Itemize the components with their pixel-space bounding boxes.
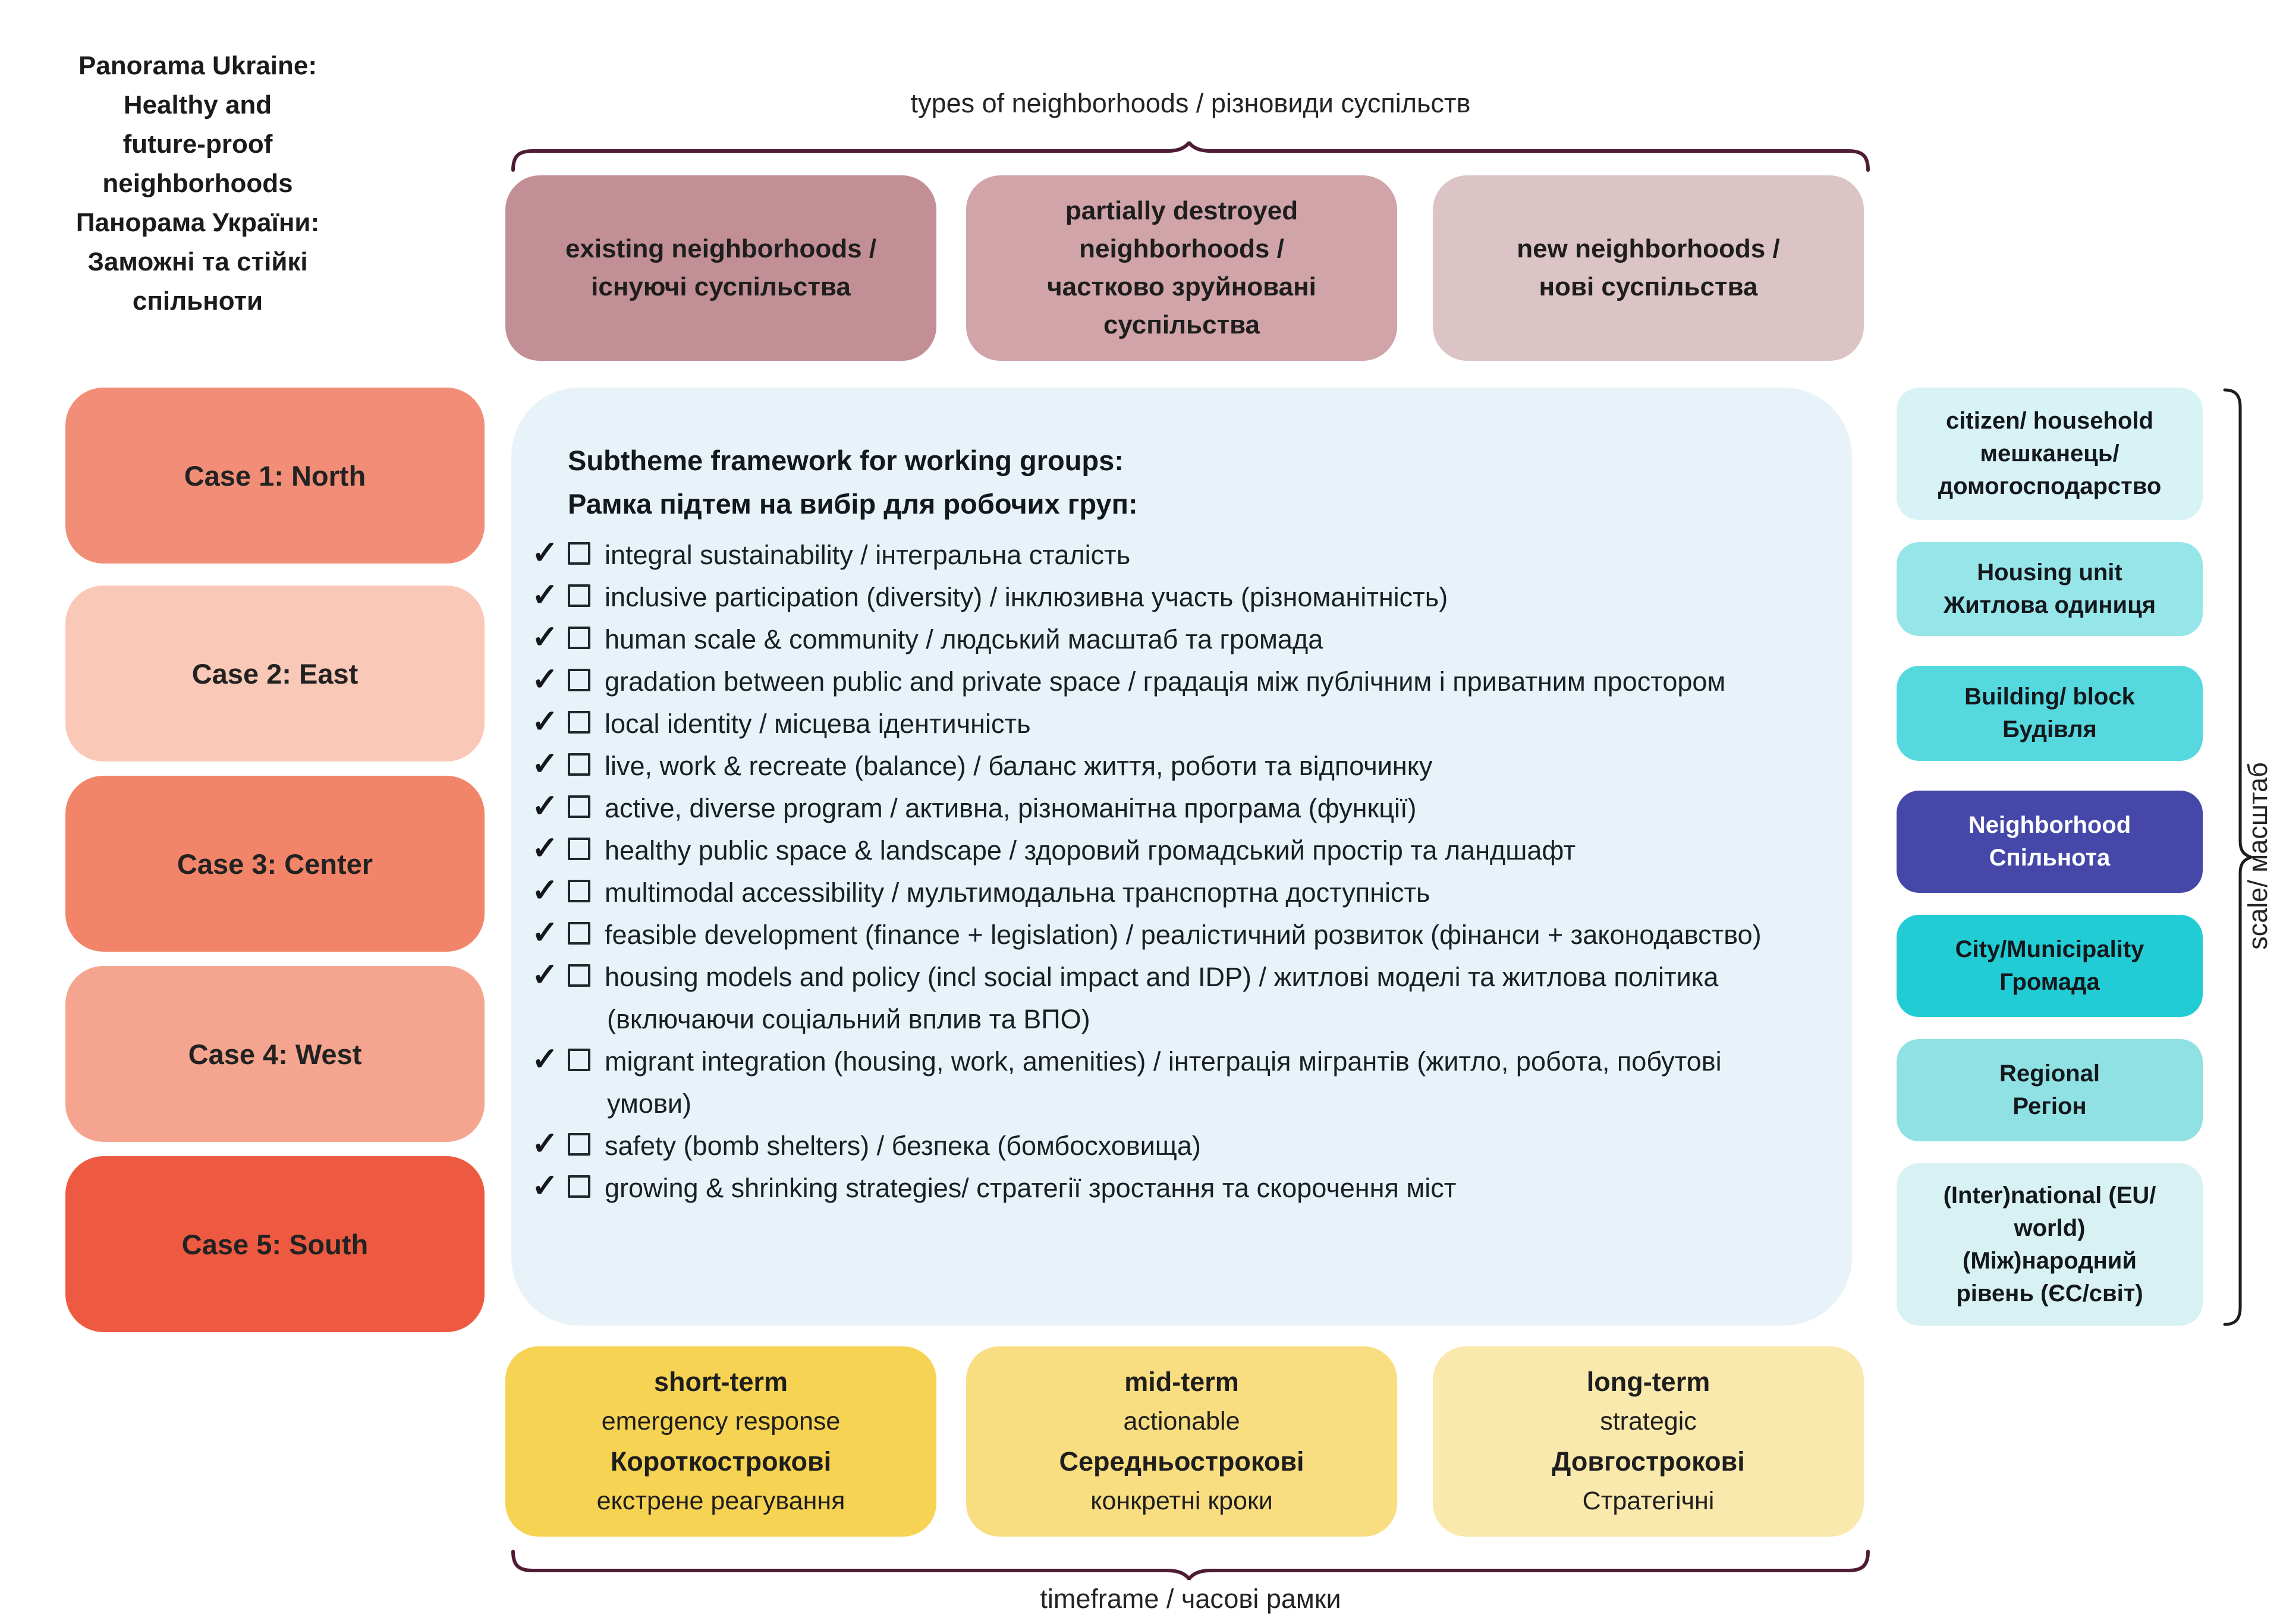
timeframe-brace <box>511 1549 1870 1580</box>
case-label: Case 2: East <box>191 657 359 690</box>
scale-box-city-municipality <box>1897 915 2203 1017</box>
scale-box-line: (Inter)national (EU/ <box>1943 1182 2156 1208</box>
type-box-new <box>1433 175 1864 361</box>
subtheme-item-label: safety (bomb shelters) / безпека (бомбосховища) <box>605 1131 1201 1161</box>
checked-checkbox-icon: ✓ <box>568 669 590 691</box>
type-box-line: partially destroyed <box>1065 196 1298 225</box>
subtheme-item-label: growing & shrinking strategies/ стратегії зростання та скорочення міст <box>605 1173 1457 1203</box>
subtheme-panel <box>511 388 1852 1326</box>
checked-checkbox-icon: ✓ <box>568 1175 590 1198</box>
checked-checkbox-icon: ✓ <box>568 880 590 902</box>
subtheme-item-label: gradation between public and private space / градація між публічним і приватним простором <box>605 666 1726 697</box>
time-box-line: emergency response <box>601 1407 841 1436</box>
case-label: Case 5: South <box>181 1228 369 1260</box>
scale-box-line: City/Municipality <box>1955 936 2144 962</box>
subtheme-item <box>532 1167 1763 1209</box>
time-box-line: конкретні кроки <box>1090 1487 1273 1515</box>
time-box-line: екстрене реагування <box>596 1487 845 1515</box>
case-label: Case 1: North <box>184 459 366 492</box>
checked-checkbox-icon: ✓ <box>568 964 590 987</box>
scale-box-line: домогосподарство <box>1938 473 2162 499</box>
subtheme-item <box>532 1125 1763 1167</box>
case-box-center <box>65 776 485 952</box>
checked-checkbox-icon: ✓ <box>568 922 590 945</box>
subtheme-item-label: healthy public space & landscape / здоровий громадський простір та ландшафт <box>605 835 1576 865</box>
type-box-line: neighborhoods / <box>1079 234 1284 263</box>
time-box-line: strategic <box>1600 1407 1697 1436</box>
title-line: Панорама України: <box>76 208 320 237</box>
type-box-line: частково зруйновані <box>1047 272 1316 301</box>
scale-box-international <box>1897 1163 2203 1326</box>
subtheme-item <box>532 618 1763 660</box>
title-line: neighborhoods <box>102 169 293 198</box>
subtheme-item <box>532 956 1763 1040</box>
type-box-line: new neighborhoods / <box>1517 234 1780 263</box>
subtheme-item <box>532 1040 1763 1125</box>
scale-box-line: (Між)народний <box>1963 1247 2137 1274</box>
type-box-line: існуючі суспільства <box>591 272 851 301</box>
types-brace <box>511 141 1870 172</box>
case-box-south <box>65 1156 485 1332</box>
subtheme-item-label: feasible development (finance + legislation) / реалістичний розвиток (фінанси + законодавство) <box>605 920 1762 950</box>
type-box-line: суспільства <box>1103 310 1260 339</box>
subtheme-item <box>532 703 1763 745</box>
scale-box-line: Building/ block <box>1964 684 2135 710</box>
scale-box-line: citizen/ household <box>1946 408 2153 434</box>
scale-box-building-block <box>1897 666 2203 761</box>
type-box-partially-destroyed <box>966 175 1397 361</box>
subtheme-item <box>532 871 1763 914</box>
time-box-line: short-term <box>653 1367 788 1397</box>
subtheme-item <box>532 745 1763 787</box>
types-of-neighborhoods-label: types of neighborhoods / різновиди суспільств <box>910 88 1471 118</box>
subtheme-item-label: multimodal accessibility / мультимодальна транспортна доступність <box>605 877 1430 908</box>
time-box-line: mid-term <box>1124 1367 1239 1397</box>
subtheme-list <box>532 534 1763 1209</box>
time-box-short-term <box>505 1346 936 1537</box>
scale-box-line: Житлова одиниця <box>1943 592 2156 618</box>
subtheme-item-label: live, work & recreate (balance) / баланс життя, роботи та відпочинку <box>605 751 1433 781</box>
scale-box-line: world) <box>2014 1214 2086 1241</box>
checked-checkbox-icon: ✓ <box>568 584 590 607</box>
subtheme-heading-uk: Рамка підтем на вибір для робочих груп: <box>568 488 1138 520</box>
case-box-west <box>65 966 485 1142</box>
subtheme-item-label: local identity / місцева ідентичність <box>605 709 1031 739</box>
time-box-line: Довгострокові <box>1552 1446 1745 1477</box>
subtheme-item <box>532 914 1763 956</box>
subtheme-item-label: integral sustainability / інтегральна сталість <box>605 540 1131 570</box>
subtheme-item-label: inclusive participation (diversity) / інклюзивна участь (різноманітність) <box>605 582 1448 612</box>
subtheme-item-label: human scale & community / людський масштаб та громада <box>605 624 1323 654</box>
scale-box-line: Громада <box>1999 969 2100 995</box>
checked-checkbox-icon: ✓ <box>568 711 590 734</box>
scale-box-citizen-household <box>1897 388 2203 520</box>
checked-checkbox-icon: ✓ <box>568 795 590 818</box>
checked-checkbox-icon: ✓ <box>568 1049 590 1071</box>
subtheme-item <box>532 660 1763 703</box>
title-line: спільноти <box>132 287 263 316</box>
subtheme-item <box>532 576 1763 618</box>
scale-axis-label: scale/ масштаб <box>2243 762 2273 950</box>
scale-box-line: Neighborhood <box>1968 812 2131 838</box>
subtheme-item-label: housing models and policy (incl social impact and IDP) / житлові моделі та житлова політика (включаючи соціальний вплив та ВПО) <box>605 962 1719 1034</box>
checked-checkbox-icon: ✓ <box>568 753 590 776</box>
subtheme-item <box>532 534 1763 576</box>
scale-box-regional <box>1897 1039 2203 1141</box>
scale-box-housing-unit <box>1897 542 2203 636</box>
scale-box-line: рівень (ЄС/світ) <box>1956 1280 2143 1307</box>
time-box-line: actionable <box>1123 1407 1240 1436</box>
subtheme-item-label: active, diverse program / активна, різноманітна програма (функції) <box>605 793 1417 823</box>
types-brace-path <box>513 143 1868 170</box>
type-box-line: нові суспільства <box>1539 272 1758 301</box>
time-box-line: Середньострокові <box>1059 1446 1304 1477</box>
time-box-mid-term <box>966 1346 1397 1537</box>
subtheme-item-label: migrant integration (housing, work, amenities) / інтеграція мігрантів (житло, робота, побутові умови) <box>605 1046 1722 1119</box>
checked-checkbox-icon: ✓ <box>568 838 590 860</box>
subtheme-heading-en: Subtheme framework for working groups: <box>568 445 1124 476</box>
scale-box-line: мешканець/ <box>1980 440 2120 467</box>
time-box-line: Короткострокові <box>610 1446 832 1477</box>
case-label: Case 4: West <box>188 1038 362 1070</box>
scale-box-line: Спільнота <box>1989 845 2111 871</box>
timeframe-brace-path <box>513 1551 1868 1579</box>
checked-checkbox-icon: ✓ <box>568 1133 590 1156</box>
time-box-long-term <box>1433 1346 1864 1537</box>
time-box-line: long-term <box>1586 1367 1710 1397</box>
scale-box-line: Регіон <box>2012 1093 2087 1119</box>
scale-box-line: Будівля <box>2002 716 2097 742</box>
type-box-existing <box>505 175 936 361</box>
subtheme-item <box>532 787 1763 829</box>
scale-box-line: Housing unit <box>1977 559 2122 586</box>
type-box-line: existing neighborhoods / <box>565 234 877 263</box>
checked-checkbox-icon: ✓ <box>568 542 590 565</box>
title-line: Заможні та стійкі <box>87 247 308 276</box>
time-box-line: Стратегічні <box>1582 1487 1715 1515</box>
title-line: Healthy and <box>123 90 272 119</box>
scale-box-neighborhood <box>1897 791 2203 893</box>
title-line: Panorama Ukraine: <box>78 51 317 80</box>
case-box-north <box>65 388 485 564</box>
timeframe-axis-label: timeframe / часові рамки <box>1040 1584 1341 1614</box>
case-label: Case 3: Center <box>177 848 373 880</box>
title-line: future-proof <box>122 130 273 159</box>
subtheme-item <box>532 829 1763 871</box>
case-box-east <box>65 586 485 761</box>
scale-box-line: Regional <box>1999 1060 2100 1087</box>
checked-checkbox-icon: ✓ <box>568 627 590 649</box>
page-title <box>36 46 360 321</box>
